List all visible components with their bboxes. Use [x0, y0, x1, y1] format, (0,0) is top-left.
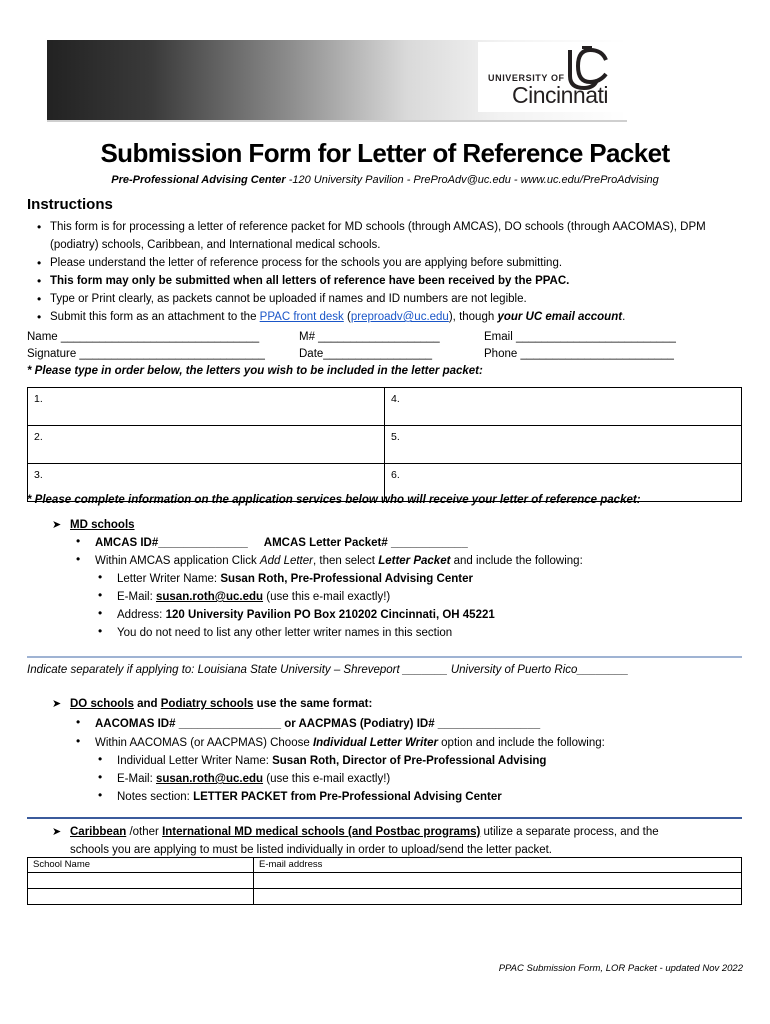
- page-subtitle: Pre-Professional Advising Center -120 University Pavilion - PreProAdv@uc.edu - www.uc.edu/PreProAdvising: [111, 174, 659, 186]
- m-number-field[interactable]: M# ___________________: [299, 331, 440, 343]
- footer-note: PPAC Submission Form, LOR Packet - updated Nov 2022: [498, 963, 743, 974]
- schools-table: [27, 857, 742, 905]
- email-address-header: E-mail address: [254, 858, 742, 873]
- do-writer-name: Individual Letter Writer Name: Susan Roth, Director of Pre-Professional Advising: [117, 755, 547, 767]
- md-address: Address: 120 University Pavilion PO Box 210202 Cincinnati, OH 45221: [117, 609, 495, 621]
- arrow-bullet-icon: ➤: [52, 826, 62, 838]
- do-email: E-Mail: susan.roth@uc.edu (use this e-mail exactly!): [117, 773, 391, 785]
- bullet-icon: •: [98, 606, 103, 620]
- indicate-separately[interactable]: Indicate separately if applying to: Louisiana State University – Shreveport _______ University of Puerto Rico________: [27, 664, 629, 676]
- section-divider: [27, 817, 742, 819]
- letter-cell-3[interactable]: 3.: [28, 464, 385, 502]
- email-field[interactable]: Email _________________________: [484, 331, 676, 343]
- instruction-item: • This form may only be submitted when all letters of reference have been received by the PPAC.: [26, 272, 741, 290]
- md-email: E-Mail: susan.roth@uc.edu (use this e-mail exactly!): [117, 591, 391, 603]
- bullet-icon: •: [98, 752, 103, 766]
- section-divider: [27, 656, 742, 658]
- instruction-item: • Please understand the letter of reference process for the schools you are applying before submitting.: [26, 254, 741, 272]
- name-field[interactable]: Name _______________________________: [27, 331, 260, 343]
- signature-field[interactable]: Signature _____________________________: [27, 348, 265, 360]
- bullet-icon: •: [76, 552, 81, 566]
- caribbean-line2: schools you are applying to must be listed individually in order to upload/send the letter packet.: [70, 844, 553, 856]
- letter-cell-1[interactable]: 1.: [28, 388, 385, 426]
- amcas-within: Within AMCAS application Click Add Letter, then select Letter Packet and include the following:: [95, 555, 583, 567]
- instructions-heading: Instructions: [27, 196, 113, 213]
- md-heading: ➤ MD schools: [52, 516, 135, 534]
- instructions-list: [26, 218, 741, 326]
- caribbean-heading: ➤ Caribbean /other International MD medical schools (and Postbac programs) utilize a separate process, and the: [52, 823, 659, 841]
- school-name-cell[interactable]: [28, 873, 254, 889]
- aacomas-ids[interactable]: AACOMAS ID# ________________ or AACPMAS (Podiatry) ID# ________________: [95, 718, 541, 730]
- letter-cell-5[interactable]: 5.: [385, 426, 742, 464]
- letter-cell-4[interactable]: 4.: [385, 388, 742, 426]
- services-hint: * Please complete information on the application services below who will receive your letter of reference packet:: [27, 494, 641, 506]
- date-field[interactable]: Date_________________: [299, 348, 433, 360]
- school-name-cell[interactable]: [28, 889, 254, 905]
- bullet-icon: •: [76, 715, 81, 729]
- instruction-item: • Submit this form as an attachment to the PPAC front desk (preproadv@uc.edu), though your UC email account.: [26, 308, 741, 326]
- do-heading: ➤ DO schools and Podiatry schools use the same format:: [52, 695, 372, 713]
- page-title: Submission Form for Letter of Reference Packet: [100, 138, 670, 168]
- bullet-icon: •: [76, 734, 81, 748]
- ppac-front-desk-link[interactable]: PPAC front desk: [259, 311, 344, 323]
- arrow-bullet-icon: ➤: [52, 519, 62, 531]
- letters-table: [27, 387, 742, 502]
- do-notes: Notes section: LETTER PACKET from Pre-Professional Advising Center: [117, 791, 502, 803]
- email-address-cell[interactable]: [254, 889, 742, 905]
- amcas-ids[interactable]: AMCAS ID#______________ AMCAS Letter Packet# ____________: [95, 537, 468, 549]
- logo-cincinnati: Cincinnati: [512, 82, 608, 108]
- arrow-bullet-icon: ➤: [52, 698, 62, 710]
- bullet-icon: •: [76, 534, 81, 548]
- school-name-header: School Name: [28, 858, 254, 873]
- phone-field[interactable]: Phone ________________________: [484, 348, 674, 360]
- bullet-icon: •: [98, 570, 103, 584]
- bullet-icon: •: [98, 624, 103, 638]
- preproadv-email-link[interactable]: preproadv@uc.edu: [350, 311, 449, 323]
- email-address-cell[interactable]: [254, 873, 742, 889]
- bullet-icon: •: [98, 788, 103, 802]
- bullet-icon: •: [98, 770, 103, 784]
- instruction-item: • Type or Print clearly, as packets cannot be uploaded if names and ID numbers are not legible.: [26, 290, 741, 308]
- letters-hint: * Please type in order below, the letters you wish to be included in the letter packet:: [27, 365, 483, 377]
- md-writer-name: Letter Writer Name: Susan Roth, Pre-Professional Advising Center: [117, 573, 473, 585]
- letter-cell-6[interactable]: 6.: [385, 464, 742, 502]
- aacomas-within: Within AACOMAS (or AACPMAS) Choose Individual Letter Writer option and include the following:: [95, 737, 605, 749]
- letter-cell-2[interactable]: 2.: [28, 426, 385, 464]
- md-no-list: You do not need to list any other letter writer names in this section: [117, 627, 453, 639]
- bullet-icon: •: [98, 588, 103, 602]
- instruction-item: • This form is for processing a letter of reference packet for MD schools (through AMCAS), DO schools (through AACOMAS), DPM (podiatry) schools, Caribbean, and International medical schools.: [26, 218, 741, 254]
- logo-university-of: UNIVERSITY OF: [488, 73, 565, 83]
